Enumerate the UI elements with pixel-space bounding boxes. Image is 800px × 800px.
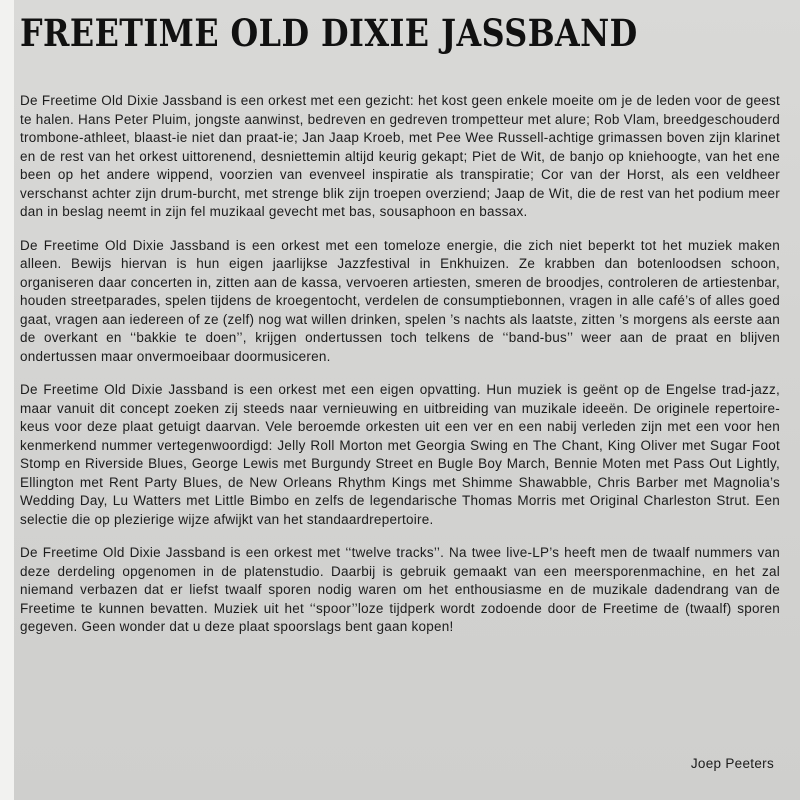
paragraph-3: De Freetime Old Dixie Jassband is een orkest met een eigen opvatting. Hun muziek is geënt op de Engelse trad-jazz, maar vanuit dit concept zoeken zij steeds naar vernieuwing en uitbreiding van muzikale ideeën. De originele repertoire-keus voor deze plaat getuigt daarvan. Vele beroemde orkesten uit een ver en een nabij verleden zijn met een voor hen kenmerkend nummer vertegenwoordigd: Jelly Roll Morton met Georgia Swing en The Chant, King Oliver met Sugar Foot Stomp en Riverside Blues, George Lewis met Burgundy Street en Bugle Boy March, Bennie Moten met Pass Out Lightly, Ellington met Rent Party Blues, de New Orleans Rhythm Kings met Shimme Shawabble, Chris Barber met Magnolia’s Wedding Day, Lu Watters met Little Bimbo en zelfs de legendarische Thomas Morris met Original Charleston Strut. Een selectie die op plezierige wijze afwijkt van het standaardrepertoire. (20, 382, 780, 527)
paragraph-2: De Freetime Old Dixie Jassband is een orkest met een tomeloze energie, die zich niet beperkt tot het muziek maken alleen. Bewijs hiervan is hun eigen jaarlijkse Jazzfestival in Enkhuizen. Ze krabben dan botenloodsen schoon, organiseren daar concerten in, zitten aan de kassa, vervoeren artiesten, smeren de broodjes, controleren de artiestenbar, houden streetparades, spelen tijdens de kroegentocht, verdelen de consumptiebonnen, vragen in alle café’s of alles goed gaat, vragen aan iedereen of ze (zelf) nog wat willen drinken, spelen ’s nachts als laatste, zitten ’s morgens als eerste aan de overkant en ‘‘bakkie te doen’’, krijgen ondertussen toch telkens de ‘‘band-bus’’ weer aan de praat en blijven ondertussen maar onvermoeibaar doormusiceren. (20, 237, 780, 364)
author-signature: Joep Peeters (690, 756, 774, 771)
document-body (20, 92, 780, 652)
page-edge (0, 0, 14, 800)
document-title: FREETIME OLD DIXIE JASSBAND (20, 11, 638, 55)
paragraph-1: De Freetime Old Dixie Jassband is een orkest met een gezicht: het kost geen enkele moeite om je de leden voor de geest te halen. Hans Peter Pluim, jongste aanwinst, bedreven en gedreven trompetteur met alure; Rob Vlam, breedgeschouderd trombone-athleet, blaast-ie niet dan praat-ie; Jan Jaap Kroeb, met Pee Wee Russell-achtige grimassen boven zijn klarinet en de rest van het orkest uittorenend, desniettemin altijd keurig gekapt; Piet de Wit, de banjo op kniehoogte, van het ene been op het andere wippend, voorzien van evenveel inspiratie als transpiratie; Cor van der Horst, als een veldheer verschanst achter zijn drum-burcht, met strenge blik zijn troepen overziend; Jaap de Wit, die de rest van het podium meer dan in beslag neemt in zijn fel muzikaal gevecht met bas, sousaphoon en bassax. (20, 93, 780, 219)
paragraph-4: De Freetime Old Dixie Jassband is een orkest met ‘‘twelve tracks’’. Na twee live-LP’s heeft men de twaalf nummers van deze derdeling opgenomen in de platenstudio. Daarbij is gebruik gemaakt van een meersporenmachine, en het zal niemand verbazen dat er liefst twaalf sporen nodig waren om het enthousiasme en de muzikale dadendrang van de Freetime te kunnen bevatten. Muziek uit het ‘‘spoor’’loze tijdperk wordt zodoende door de Freetime de (twaalf) sporen gegeven. Geen wonder dat u deze plaat spoorslags bent gaan kopen! (20, 545, 780, 634)
